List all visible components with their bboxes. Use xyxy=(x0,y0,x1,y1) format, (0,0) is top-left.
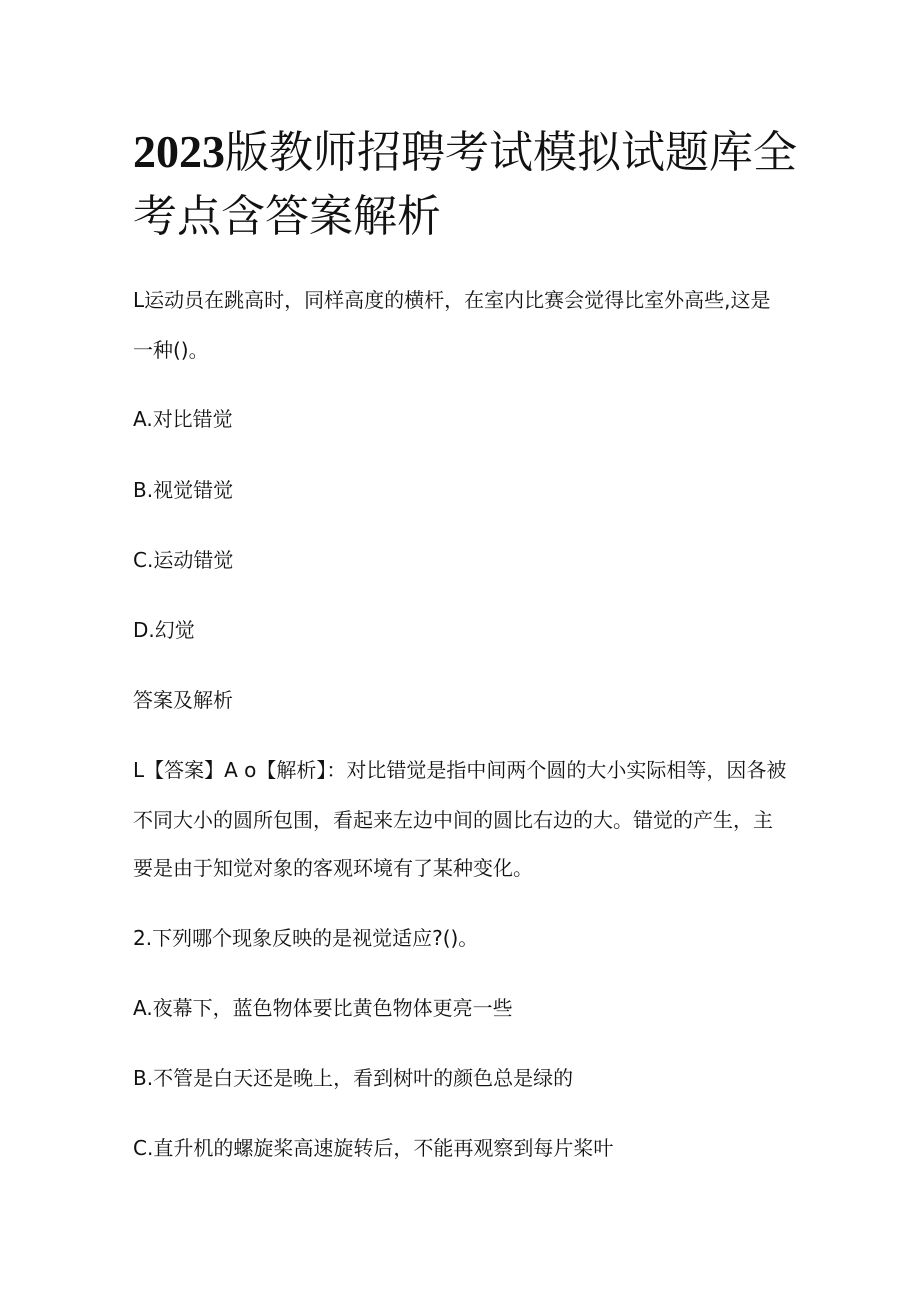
question-1-option-a: A.对比错觉 xyxy=(133,407,233,431)
title-line2-text: 考点含答案解析 xyxy=(133,191,441,242)
answer-section-heading: 答案及解析 xyxy=(133,688,233,712)
question-1-option-d: D.幻觉 xyxy=(133,618,195,642)
question-1-option-c: C.运动错觉 xyxy=(133,548,234,572)
title-year: 2023 xyxy=(133,126,225,177)
question-2-option-b: B.不管是白天还是晚上，看到树叶的颜色总是绿的 xyxy=(133,1066,574,1090)
question-2-option-c: C.直升机的螺旋桨高速旋转后，不能再观察到每片桨叶 xyxy=(133,1136,614,1160)
question-1-option-b: B.视觉错觉 xyxy=(133,478,234,502)
question-2-stem: 2.下列哪个现象反映的是视觉适应?()。 xyxy=(133,926,479,950)
answer-1-line3: 要是由于知觉对象的客观环境有了某种变化。 xyxy=(133,856,533,880)
answer-1-line1: L【答案】A o【解析】：对比错觉是指中间两个圆的大小实际相等，因各被 xyxy=(133,758,787,782)
answer-1-line2: 不同大小的圆所包围，看起来左边中间的圆比右边的大。错觉的产生，主 xyxy=(133,808,773,832)
question-2-option-a: A.夜幕下，蓝色物体要比黄色物体更亮一些 xyxy=(133,996,513,1020)
question-1-stem-line1: L运动员在跳高时，同样高度的横杆，在室内比赛会觉得比室外高些,这是 xyxy=(133,288,771,312)
title-line1-text: 版教师招聘考试模拟试题库全 xyxy=(225,127,797,178)
document-title xyxy=(133,120,813,249)
question-1-stem-line2: 一种()。 xyxy=(133,338,209,362)
